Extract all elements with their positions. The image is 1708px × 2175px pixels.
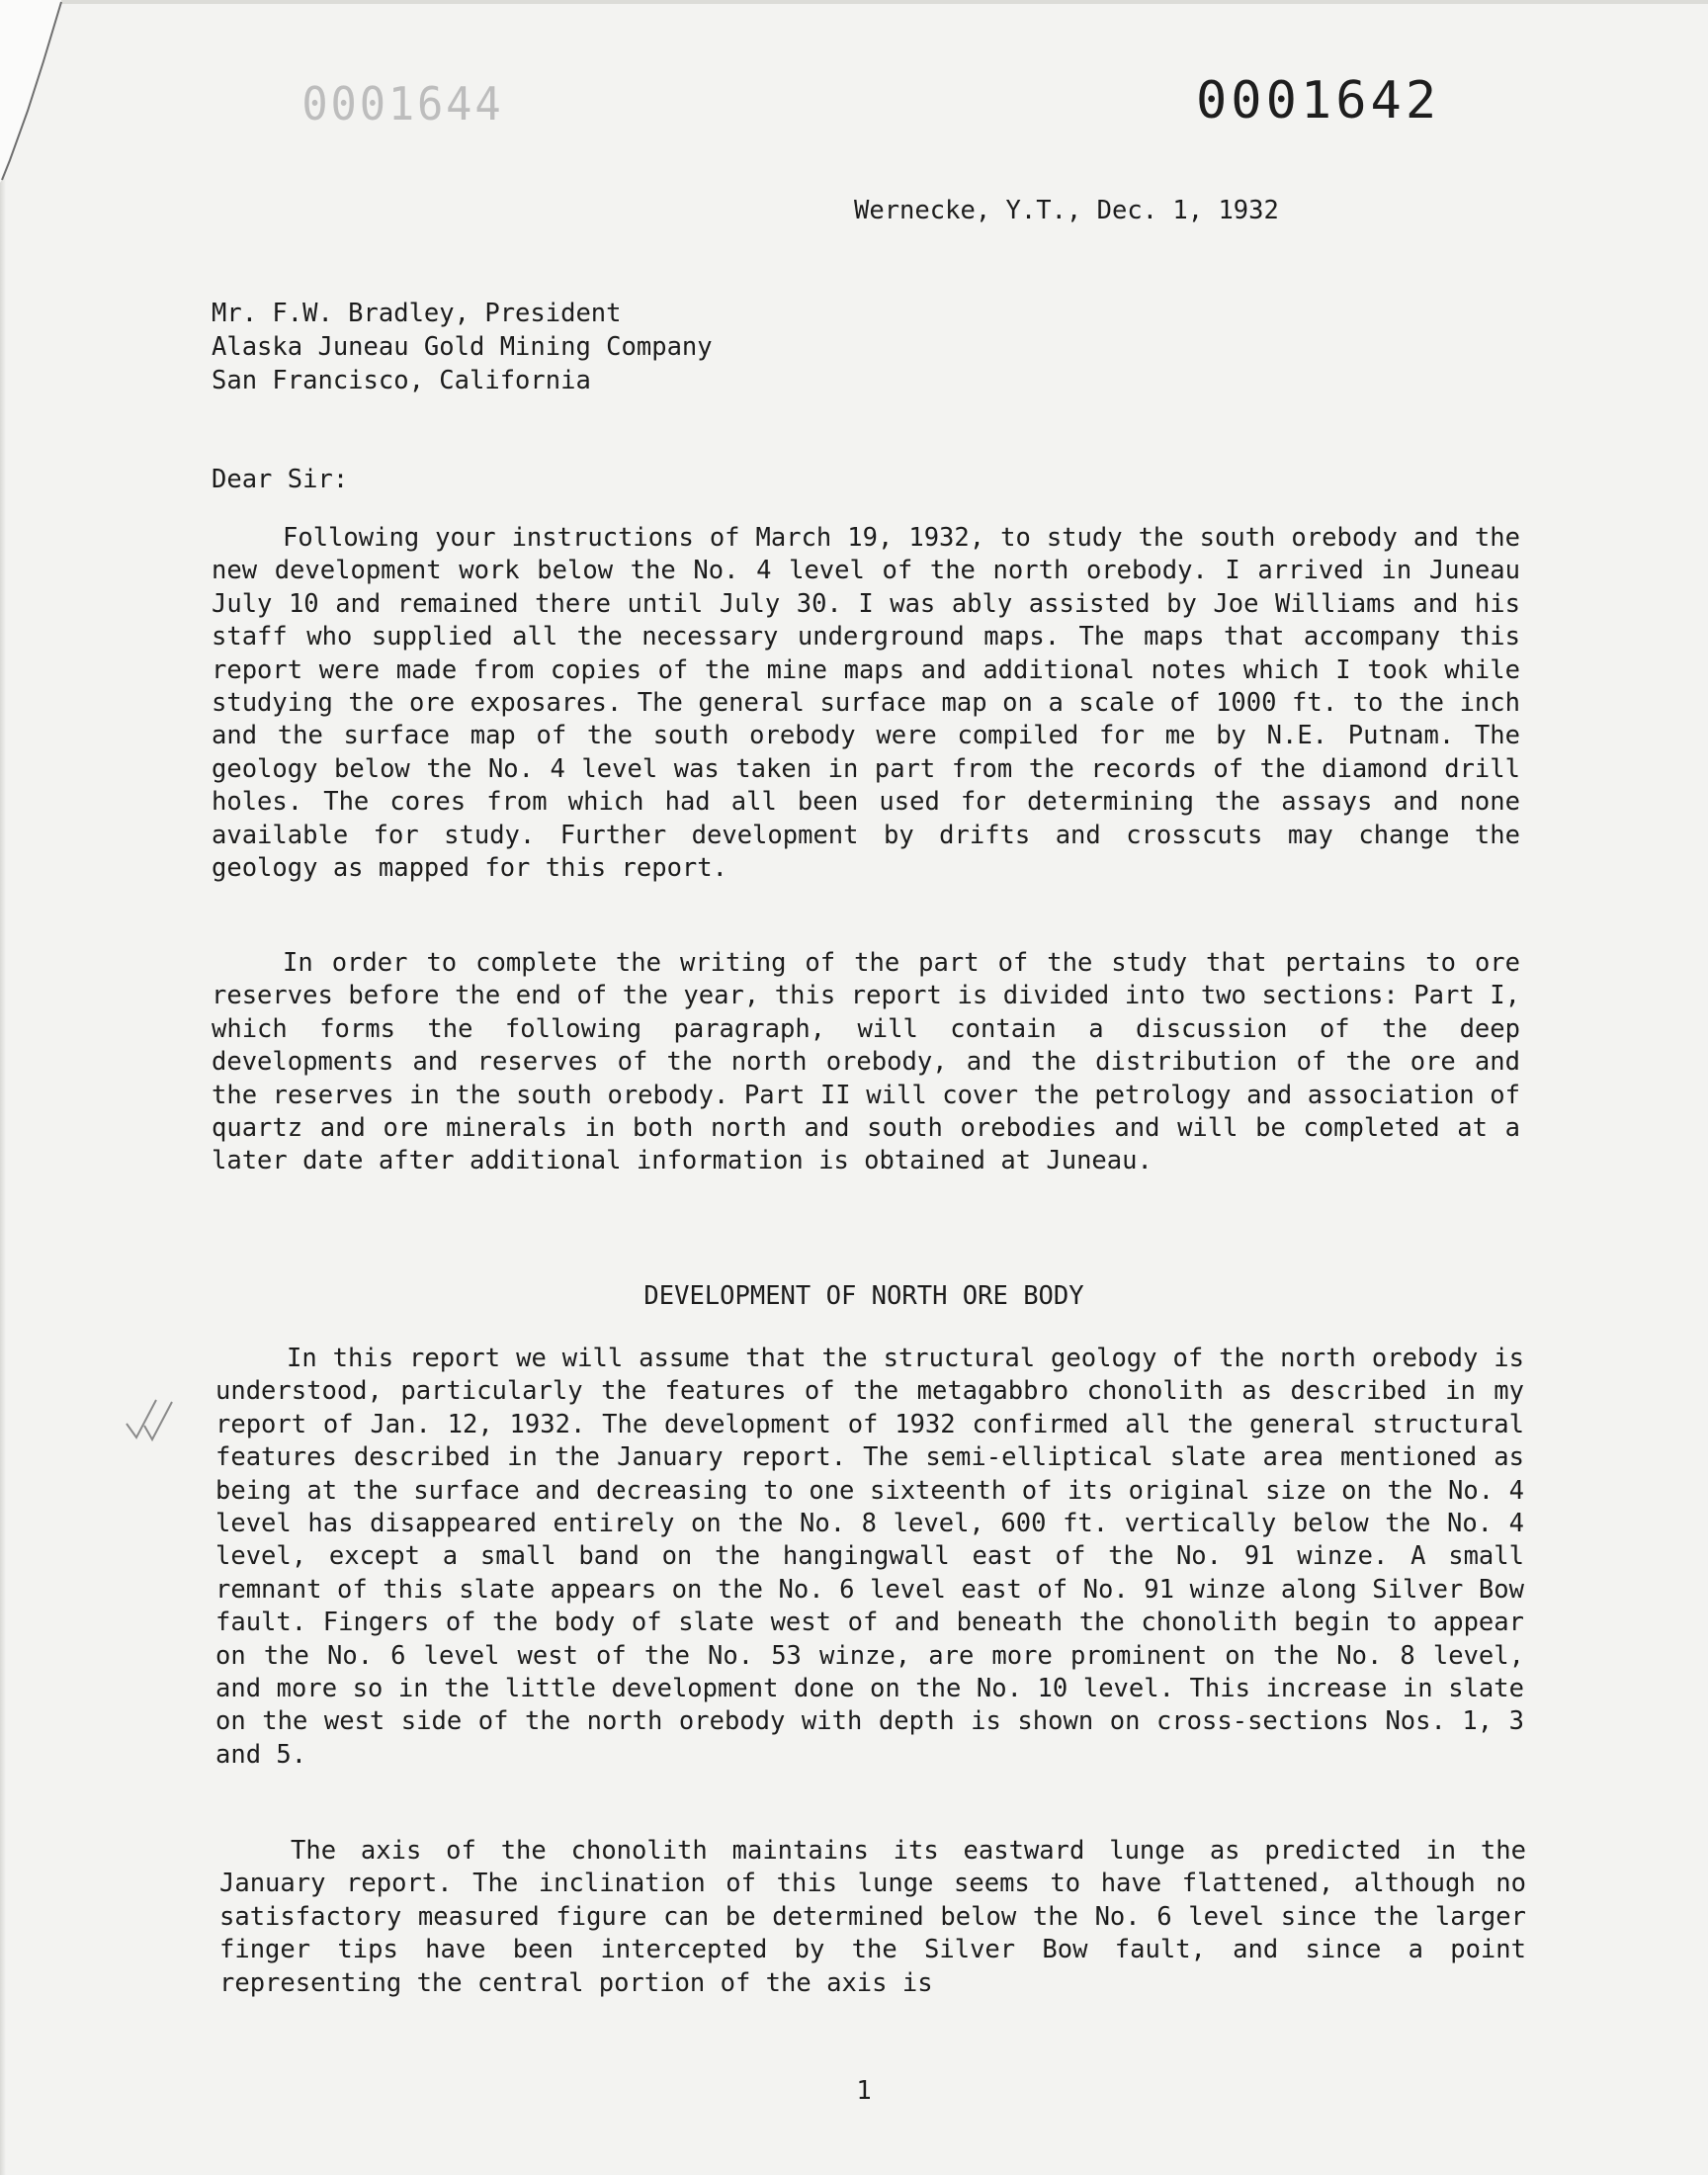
recipient-address: [212, 297, 713, 397]
folded-corner-icon: [0, 0, 79, 188]
paragraph-structural-geology: In this report we will assume that the structural geology of the north orebody is understood, particularly the features of the metagabbro chonolith as described in my report of Jan. 12, 1932. The development of 1932 confirmed all the general structural features described in the January report. The semi-elliptical slate area mentioned as being at the surface and decreasing to one sixteenth of its original size on the No. 4 level has disappeared entirely on the No. 8 level, 600 ft. vertically below the No. 4 level, except a small band on the hangingwall east of the No. 91 winze. A small remnant of this slate appears on the No. 6 level east of No. 91 winze along Silver Bow fault. Fingers of the body of slate west of and beneath the chonolith begin to appear on the No. 6 level west of the No. 53 winze, are more prominent on the No. 8 level, and more so in the little development done on the No. 10 level. This increase in slate on the west side of the north orebody with depth is shown on cross-sections Nos. 1, 3 and 5.: [215, 1344, 1524, 1770]
section-heading: DEVELOPMENT OF NORTH ORE BODY: [643, 1281, 1084, 1311]
address-line-company: Alaska Juneau Gold Mining Company: [212, 332, 713, 362]
handwritten-check-mark-icon: [119, 1394, 198, 1443]
address-line-name: Mr. F.W. Bradley, President: [212, 299, 622, 328]
paragraph-instructions: Following your instructions of March 19, 1932, to study the south orebody and the new development work below the No. 4 level of the north orebody. I arrived in Juneau July 10 and remained there until July 30. I was ably assisted by Joe Williams and his staff who supplied all the necessary underground maps. The maps that accompany this report were made from copies of the mine maps and additional notes which I took while studying the ore exposares. The general surface map on a scale of 1000 ft. to the inch and the surface map of the south orebody were compiled for me by N.E. Putnam. The geology below the No. 4 level was taken in part from the records of the diamond drill holes. The cores from which had all been used for determining the assays and none available for study. Further development by drifts and crosscuts may change the geology as mapped for this report.: [212, 523, 1520, 884]
dateline: Wernecke, Y.T., Dec. 1, 1932: [854, 196, 1279, 225]
salutation: Dear Sir:: [212, 465, 349, 494]
paragraph-chonolith-axis: The axis of the chonolith maintains its eastward lunge as predicted in the January report. The inclination of this lunge seems to have flattened, although no satisfactory measured figure can be determined below the No. 6 level since the larger finger tips have been intercepted by the Silver Bow fault, and since a point representing the central portion of the axis is: [219, 1836, 1526, 1998]
page-left-edge: [0, 0, 6, 2175]
document-stamp-number: 0001642: [1196, 71, 1441, 130]
faint-stamp-number: 0001644: [301, 77, 504, 130]
paragraph-report-sections: In order to complete the writing of the part of the study that pertains to ore reserves before the end of the year, this report is divided into two sections: Part I, which forms the following paragraph, will contain a discussion of the deep developments and reserves of the north orebody, and the distribution of the ore and the reserves in the south orebody. Part II will cover the petrology and association of quartz and ore minerals in both north and south orebodies and will be completed at a later date after additional information is obtained at Juneau.: [212, 948, 1520, 1176]
address-line-city: San Francisco, California: [212, 366, 591, 395]
page-number: 1: [856, 2076, 872, 2106]
page-top-edge: [0, 0, 1708, 4]
